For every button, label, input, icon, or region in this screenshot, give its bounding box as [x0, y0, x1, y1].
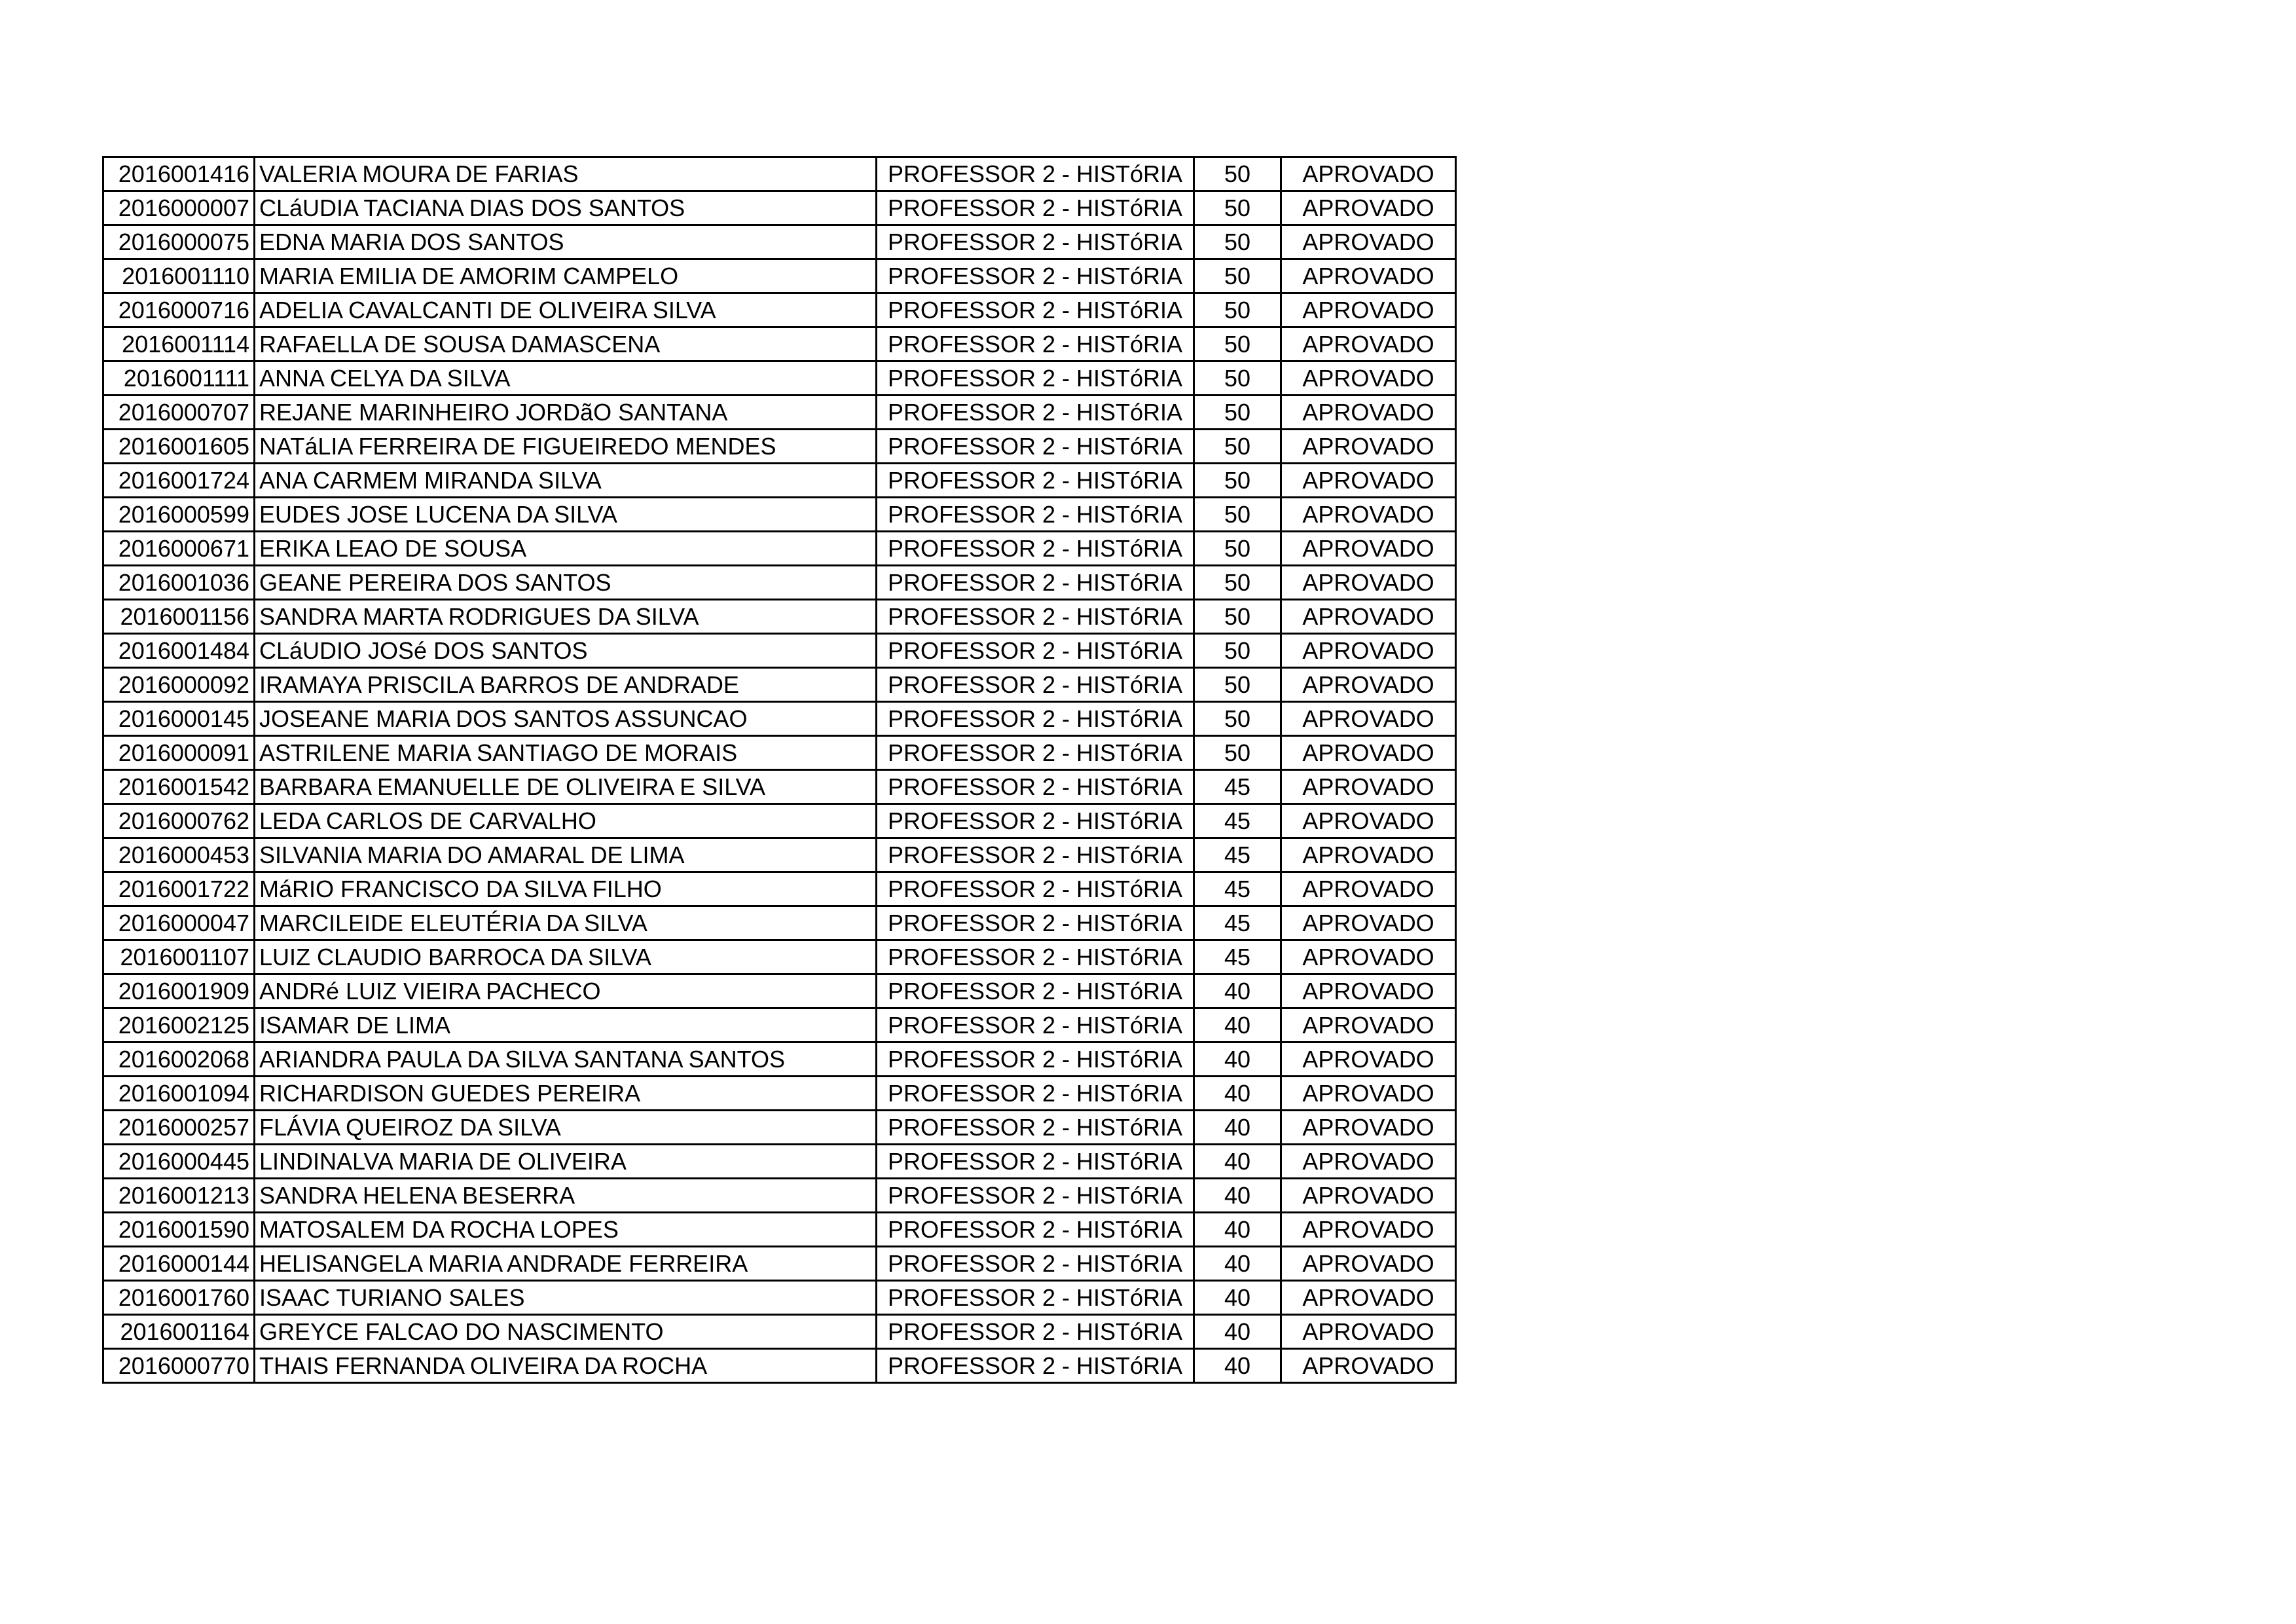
candidate-id-cell: 2016000145	[103, 702, 255, 736]
table-row	[103, 634, 1456, 668]
position-cell: PROFESSOR 2 - HISTóRIA	[877, 702, 1194, 736]
candidate-id-cell: 2016000092	[103, 668, 255, 702]
candidate-name-cell: CLáUDIO JOSé DOS SANTOS	[255, 634, 877, 668]
candidate-name-cell: MARIA EMILIA DE AMORIM CAMPELO	[255, 259, 877, 293]
position-cell: PROFESSOR 2 - HISTóRIA	[877, 838, 1194, 872]
candidate-id-cell: 2016001110	[103, 259, 255, 293]
position-cell: PROFESSOR 2 - HISTóRIA	[877, 600, 1194, 634]
table-row	[103, 906, 1456, 940]
candidate-id-cell: 2016000671	[103, 532, 255, 566]
status-cell: APROVADO	[1281, 532, 1456, 566]
table-row	[103, 1145, 1456, 1179]
candidate-id-cell: 2016001164	[103, 1315, 255, 1349]
candidate-name-cell: ARIANDRA PAULA DA SILVA SANTANA SANTOS	[255, 1043, 877, 1077]
status-cell: APROVADO	[1281, 1281, 1456, 1315]
score-cell: 45	[1194, 770, 1281, 804]
score-cell: 50	[1194, 293, 1281, 327]
candidate-id-cell: 2016000453	[103, 838, 255, 872]
candidate-name-cell: IRAMAYA PRISCILA BARROS DE ANDRADE	[255, 668, 877, 702]
status-cell: APROVADO	[1281, 668, 1456, 702]
table-row	[103, 396, 1456, 430]
candidate-name-cell: ERIKA LEAO DE SOUSA	[255, 532, 877, 566]
table-row	[103, 532, 1456, 566]
table-row	[103, 191, 1456, 225]
status-cell: APROVADO	[1281, 1179, 1456, 1213]
score-cell: 50	[1194, 259, 1281, 293]
position-cell: PROFESSOR 2 - HISTóRIA	[877, 1349, 1194, 1383]
candidate-name-cell: GREYCE FALCAO DO NASCIMENTO	[255, 1315, 877, 1349]
candidate-id-cell: 2016000707	[103, 396, 255, 430]
position-cell: PROFESSOR 2 - HISTóRIA	[877, 1008, 1194, 1043]
status-cell: APROVADO	[1281, 1111, 1456, 1145]
status-cell: APROVADO	[1281, 600, 1456, 634]
score-cell: 40	[1194, 1145, 1281, 1179]
candidate-id-cell: 2016000144	[103, 1247, 255, 1281]
score-cell: 50	[1194, 668, 1281, 702]
candidate-id-cell: 2016000047	[103, 906, 255, 940]
candidate-name-cell: VALERIA MOURA DE FARIAS	[255, 157, 877, 191]
status-cell: APROVADO	[1281, 566, 1456, 600]
status-cell: APROVADO	[1281, 1315, 1456, 1349]
position-cell: PROFESSOR 2 - HISTóRIA	[877, 668, 1194, 702]
status-cell: APROVADO	[1281, 191, 1456, 225]
table-row	[103, 225, 1456, 259]
position-cell: PROFESSOR 2 - HISTóRIA	[877, 532, 1194, 566]
position-cell: PROFESSOR 2 - HISTóRIA	[877, 225, 1194, 259]
candidate-id-cell: 2016000770	[103, 1349, 255, 1383]
position-cell: PROFESSOR 2 - HISTóRIA	[877, 736, 1194, 770]
position-cell: PROFESSOR 2 - HISTóRIA	[877, 566, 1194, 600]
table-row	[103, 1179, 1456, 1213]
position-cell: PROFESSOR 2 - HISTóRIA	[877, 1247, 1194, 1281]
candidate-name-cell: CLáUDIA TACIANA DIAS DOS SANTOS	[255, 191, 877, 225]
candidate-id-cell: 2016001107	[103, 940, 255, 974]
position-cell: PROFESSOR 2 - HISTóRIA	[877, 940, 1194, 974]
status-cell: APROVADO	[1281, 1247, 1456, 1281]
status-cell: APROVADO	[1281, 327, 1456, 361]
results-table-body	[103, 157, 1456, 1383]
status-cell: APROVADO	[1281, 906, 1456, 940]
score-cell: 50	[1194, 532, 1281, 566]
score-cell: 50	[1194, 361, 1281, 396]
score-cell: 40	[1194, 1281, 1281, 1315]
candidate-name-cell: ANNA CELYA DA SILVA	[255, 361, 877, 396]
score-cell: 40	[1194, 1247, 1281, 1281]
status-cell: APROVADO	[1281, 1349, 1456, 1383]
position-cell: PROFESSOR 2 - HISTóRIA	[877, 293, 1194, 327]
candidate-id-cell: 2016000091	[103, 736, 255, 770]
status-cell: APROVADO	[1281, 974, 1456, 1008]
status-cell: APROVADO	[1281, 634, 1456, 668]
table-row	[103, 1315, 1456, 1349]
position-cell: PROFESSOR 2 - HISTóRIA	[877, 498, 1194, 532]
table-row	[103, 668, 1456, 702]
score-cell: 50	[1194, 702, 1281, 736]
candidate-name-cell: SANDRA MARTA RODRIGUES DA SILVA	[255, 600, 877, 634]
candidate-name-cell: EDNA MARIA DOS SANTOS	[255, 225, 877, 259]
candidate-name-cell: THAIS FERNANDA OLIVEIRA DA ROCHA	[255, 1349, 877, 1383]
candidate-id-cell: 2016000075	[103, 225, 255, 259]
candidate-id-cell: 2016001036	[103, 566, 255, 600]
table-row	[103, 293, 1456, 327]
score-cell: 50	[1194, 157, 1281, 191]
position-cell: PROFESSOR 2 - HISTóRIA	[877, 1043, 1194, 1077]
candidate-id-cell: 2016001605	[103, 430, 255, 464]
candidate-id-cell: 2016000445	[103, 1145, 255, 1179]
score-cell: 45	[1194, 940, 1281, 974]
table-row	[103, 1077, 1456, 1111]
status-cell: APROVADO	[1281, 1008, 1456, 1043]
table-row	[103, 157, 1456, 191]
candidate-name-cell: BARBARA EMANUELLE DE OLIVEIRA E SILVA	[255, 770, 877, 804]
candidate-name-cell: ISAAC TURIANO SALES	[255, 1281, 877, 1315]
score-cell: 50	[1194, 327, 1281, 361]
candidate-name-cell: LINDINALVA MARIA DE OLIVEIRA	[255, 1145, 877, 1179]
score-cell: 40	[1194, 1077, 1281, 1111]
position-cell: PROFESSOR 2 - HISTóRIA	[877, 1315, 1194, 1349]
table-row	[103, 498, 1456, 532]
position-cell: PROFESSOR 2 - HISTóRIA	[877, 1179, 1194, 1213]
table-row	[103, 1247, 1456, 1281]
candidate-id-cell: 2016001114	[103, 327, 255, 361]
table-row	[103, 1213, 1456, 1247]
table-row	[103, 1008, 1456, 1043]
status-cell: APROVADO	[1281, 396, 1456, 430]
position-cell: PROFESSOR 2 - HISTóRIA	[877, 1077, 1194, 1111]
candidate-name-cell: SANDRA HELENA BESERRA	[255, 1179, 877, 1213]
position-cell: PROFESSOR 2 - HISTóRIA	[877, 906, 1194, 940]
status-cell: APROVADO	[1281, 361, 1456, 396]
table-row	[103, 430, 1456, 464]
candidate-id-cell: 2016001590	[103, 1213, 255, 1247]
table-row	[103, 361, 1456, 396]
table-row	[103, 736, 1456, 770]
table-row	[103, 974, 1456, 1008]
candidate-id-cell: 2016001094	[103, 1077, 255, 1111]
position-cell: PROFESSOR 2 - HISTóRIA	[877, 157, 1194, 191]
position-cell: PROFESSOR 2 - HISTóRIA	[877, 327, 1194, 361]
table-row	[103, 702, 1456, 736]
table-row	[103, 464, 1456, 498]
candidate-name-cell: ANDRé LUIZ VIEIRA PACHECO	[255, 974, 877, 1008]
status-cell: APROVADO	[1281, 293, 1456, 327]
score-cell: 50	[1194, 600, 1281, 634]
position-cell: PROFESSOR 2 - HISTóRIA	[877, 974, 1194, 1008]
position-cell: PROFESSOR 2 - HISTóRIA	[877, 804, 1194, 838]
position-cell: PROFESSOR 2 - HISTóRIA	[877, 396, 1194, 430]
table-row	[103, 1349, 1456, 1383]
candidate-id-cell: 2016001111	[103, 361, 255, 396]
table-row	[103, 327, 1456, 361]
table-row	[103, 770, 1456, 804]
table-row	[103, 804, 1456, 838]
candidate-name-cell: EUDES JOSE LUCENA DA SILVA	[255, 498, 877, 532]
candidate-id-cell: 2016001542	[103, 770, 255, 804]
candidate-name-cell: GEANE PEREIRA DOS SANTOS	[255, 566, 877, 600]
table-row	[103, 1281, 1456, 1315]
candidate-id-cell: 2016002068	[103, 1043, 255, 1077]
table-row	[103, 259, 1456, 293]
score-cell: 45	[1194, 906, 1281, 940]
status-cell: APROVADO	[1281, 804, 1456, 838]
candidate-id-cell: 2016001484	[103, 634, 255, 668]
score-cell: 45	[1194, 804, 1281, 838]
score-cell: 50	[1194, 566, 1281, 600]
position-cell: PROFESSOR 2 - HISTóRIA	[877, 191, 1194, 225]
status-cell: APROVADO	[1281, 1145, 1456, 1179]
candidate-name-cell: FLÁVIA QUEIROZ DA SILVA	[255, 1111, 877, 1145]
status-cell: APROVADO	[1281, 770, 1456, 804]
position-cell: PROFESSOR 2 - HISTóRIA	[877, 259, 1194, 293]
candidate-id-cell: 2016000716	[103, 293, 255, 327]
position-cell: PROFESSOR 2 - HISTóRIA	[877, 1145, 1194, 1179]
candidate-name-cell: JOSEANE MARIA DOS SANTOS ASSUNCAO	[255, 702, 877, 736]
status-cell: APROVADO	[1281, 430, 1456, 464]
score-cell: 50	[1194, 498, 1281, 532]
candidate-id-cell: 2016001909	[103, 974, 255, 1008]
candidate-id-cell: 2016001213	[103, 1179, 255, 1213]
status-cell: APROVADO	[1281, 1043, 1456, 1077]
score-cell: 40	[1194, 1315, 1281, 1349]
table-row	[103, 1043, 1456, 1077]
candidate-name-cell: ADELIA CAVALCANTI DE OLIVEIRA SILVA	[255, 293, 877, 327]
score-cell: 40	[1194, 1111, 1281, 1145]
score-cell: 50	[1194, 634, 1281, 668]
candidate-name-cell: HELISANGELA MARIA ANDRADE FERREIRA	[255, 1247, 877, 1281]
position-cell: PROFESSOR 2 - HISTóRIA	[877, 770, 1194, 804]
status-cell: APROVADO	[1281, 1213, 1456, 1247]
candidate-name-cell: ISAMAR DE LIMA	[255, 1008, 877, 1043]
status-cell: APROVADO	[1281, 1077, 1456, 1111]
status-cell: APROVADO	[1281, 157, 1456, 191]
score-cell: 45	[1194, 872, 1281, 906]
position-cell: PROFESSOR 2 - HISTóRIA	[877, 361, 1194, 396]
status-cell: APROVADO	[1281, 736, 1456, 770]
candidate-name-cell: MáRIO FRANCISCO DA SILVA FILHO	[255, 872, 877, 906]
score-cell: 50	[1194, 464, 1281, 498]
candidate-name-cell: ANA CARMEM MIRANDA SILVA	[255, 464, 877, 498]
status-cell: APROVADO	[1281, 838, 1456, 872]
position-cell: PROFESSOR 2 - HISTóRIA	[877, 1213, 1194, 1247]
table-row	[103, 940, 1456, 974]
candidate-name-cell: LEDA CARLOS DE CARVALHO	[255, 804, 877, 838]
score-cell: 40	[1194, 1043, 1281, 1077]
candidate-id-cell: 2016000762	[103, 804, 255, 838]
score-cell: 50	[1194, 191, 1281, 225]
score-cell: 40	[1194, 974, 1281, 1008]
score-cell: 50	[1194, 396, 1281, 430]
candidate-name-cell: RAFAELLA DE SOUSA DAMASCENA	[255, 327, 877, 361]
position-cell: PROFESSOR 2 - HISTóRIA	[877, 430, 1194, 464]
status-cell: APROVADO	[1281, 259, 1456, 293]
candidate-id-cell: 2016000599	[103, 498, 255, 532]
status-cell: APROVADO	[1281, 464, 1456, 498]
score-cell: 40	[1194, 1213, 1281, 1247]
score-cell: 40	[1194, 1349, 1281, 1383]
table-row	[103, 838, 1456, 872]
candidate-name-cell: MARCILEIDE ELEUTÉRIA DA SILVA	[255, 906, 877, 940]
score-cell: 45	[1194, 838, 1281, 872]
candidate-id-cell: 2016000007	[103, 191, 255, 225]
candidate-id-cell: 2016000257	[103, 1111, 255, 1145]
candidate-id-cell: 2016001416	[103, 157, 255, 191]
candidate-id-cell: 2016001722	[103, 872, 255, 906]
candidate-id-cell: 2016001760	[103, 1281, 255, 1315]
score-cell: 40	[1194, 1008, 1281, 1043]
status-cell: APROVADO	[1281, 702, 1456, 736]
candidate-id-cell: 2016001156	[103, 600, 255, 634]
candidate-id-cell: 2016001724	[103, 464, 255, 498]
status-cell: APROVADO	[1281, 498, 1456, 532]
score-cell: 40	[1194, 1179, 1281, 1213]
score-cell: 50	[1194, 430, 1281, 464]
position-cell: PROFESSOR 2 - HISTóRIA	[877, 634, 1194, 668]
candidate-id-cell: 2016002125	[103, 1008, 255, 1043]
score-cell: 50	[1194, 736, 1281, 770]
status-cell: APROVADO	[1281, 225, 1456, 259]
candidate-name-cell: MATOSALEM DA ROCHA LOPES	[255, 1213, 877, 1247]
candidate-name-cell: REJANE MARINHEIRO JORDãO SANTANA	[255, 396, 877, 430]
candidate-name-cell: ASTRILENE MARIA SANTIAGO DE MORAIS	[255, 736, 877, 770]
score-cell: 50	[1194, 225, 1281, 259]
candidate-name-cell: SILVANIA MARIA DO AMARAL DE LIMA	[255, 838, 877, 872]
candidate-name-cell: NATáLIA FERREIRA DE FIGUEIREDO MENDES	[255, 430, 877, 464]
table-row	[103, 872, 1456, 906]
position-cell: PROFESSOR 2 - HISTóRIA	[877, 1281, 1194, 1315]
candidate-name-cell: LUIZ CLAUDIO BARROCA DA SILVA	[255, 940, 877, 974]
status-cell: APROVADO	[1281, 940, 1456, 974]
position-cell: PROFESSOR 2 - HISTóRIA	[877, 872, 1194, 906]
table-row	[103, 600, 1456, 634]
table-row	[103, 1111, 1456, 1145]
candidate-name-cell: RICHARDISON GUEDES PEREIRA	[255, 1077, 877, 1111]
status-cell: APROVADO	[1281, 872, 1456, 906]
position-cell: PROFESSOR 2 - HISTóRIA	[877, 464, 1194, 498]
position-cell: PROFESSOR 2 - HISTóRIA	[877, 1111, 1194, 1145]
results-table	[102, 156, 1457, 1384]
table-row	[103, 566, 1456, 600]
